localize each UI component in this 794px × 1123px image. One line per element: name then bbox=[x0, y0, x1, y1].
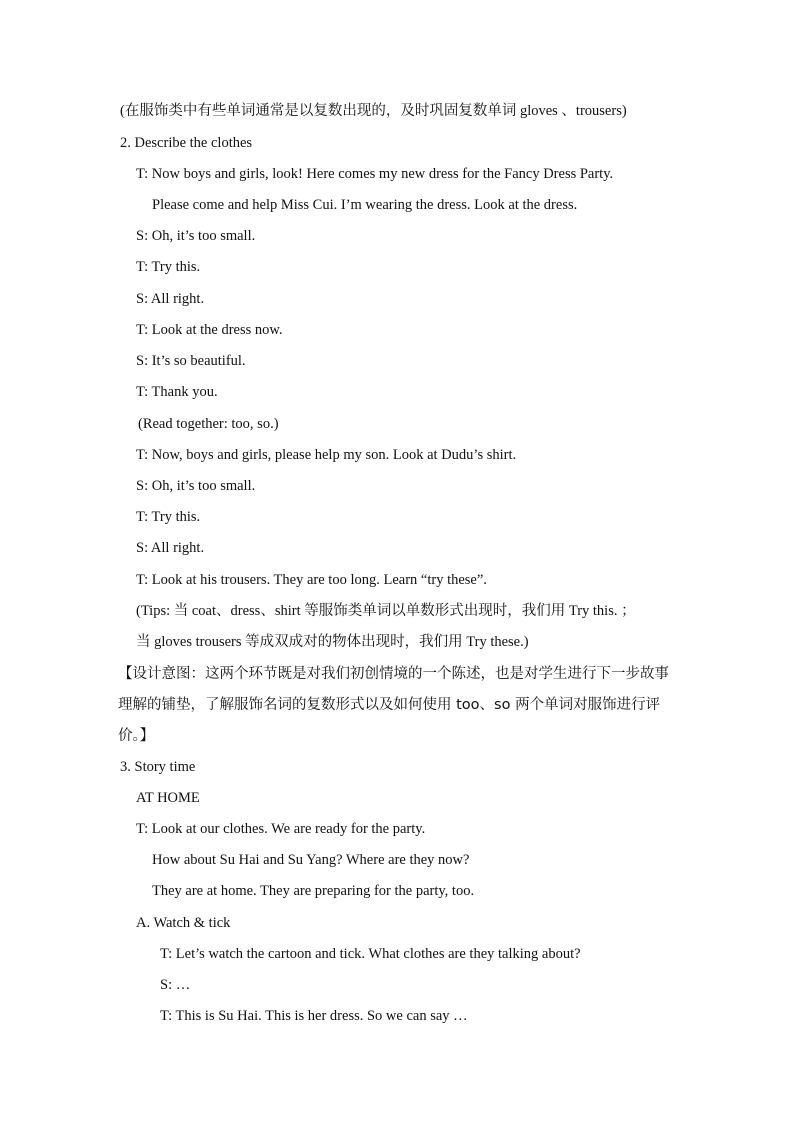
read-together-note: (Read together: too, so.) bbox=[138, 416, 279, 432]
dialogue-line: T: Look at our clothes. We are ready for the party. bbox=[136, 821, 426, 837]
dialogue-line: T: Thank you. bbox=[136, 384, 218, 400]
dialogue-line: S: Oh, it’s too small. bbox=[136, 478, 256, 494]
dialogue-line: T: This is Su Hai. This is her dress. So we can say … bbox=[160, 1008, 468, 1024]
dialogue-line: T: Now, boys and girls, please help my son. Look at Dudu’s shirt. bbox=[136, 447, 517, 463]
tips-line: 当 gloves trousers 等成双成对的物体出现时，我们用 Try these.) bbox=[136, 634, 529, 650]
dialogue-line: T: Try this. bbox=[136, 509, 201, 525]
plural-note: (在服饰类中有些单词通常是以复数出现的，及时巩固复数单词 gloves 、trousers) bbox=[120, 103, 627, 119]
activity-heading: A. Watch & tick bbox=[136, 915, 231, 931]
section-heading-story: 3. Story time bbox=[120, 759, 196, 775]
tips-line: (Tips: 当 coat、dress、shirt 等服饰类单词以单数形式出现时，我们用 Try this. ； bbox=[136, 603, 636, 619]
dialogue-line: S: … bbox=[160, 977, 191, 993]
section-heading-describe: 2. Describe the clothes bbox=[120, 135, 253, 151]
story-title: AT HOME bbox=[136, 790, 200, 806]
dialogue-line: Please come and help Miss Cui. I’m wearing the dress. Look at the dress. bbox=[152, 197, 578, 213]
dialogue-line: S: All right. bbox=[136, 291, 205, 307]
dialogue-line: T: Let’s watch the cartoon and tick. What clothes are they talking about? bbox=[160, 946, 581, 962]
dialogue-line: T: Look at the dress now. bbox=[136, 322, 283, 338]
dialogue-line: How about Su Hai and Su Yang? Where are they now? bbox=[152, 852, 470, 868]
dialogue-line: They are at home. They are preparing for the party, too. bbox=[152, 883, 475, 899]
dialogue-line: T: Look at his trousers. They are too long. Learn “try these”. bbox=[136, 572, 487, 588]
design-intent-note: 【设计意图：这两个环节既是对我们初创情境的一个陈述，也是对学生进行下一步故事理解的铺垫，了解服饰名词的复数形式以及如何使用 too、so 两个单词对服饰进行评价。】 bbox=[118, 666, 669, 744]
dialogue-line: S: Oh, it’s too small. bbox=[136, 228, 256, 244]
dialogue-line: S: All right. bbox=[136, 540, 205, 556]
dialogue-line: T: Now boys and girls, look! Here comes my new dress for the Fancy Dress Party. bbox=[136, 166, 614, 182]
dialogue-line: S: It’s so beautiful. bbox=[136, 353, 246, 369]
dialogue-line: T: Try this. bbox=[136, 259, 201, 275]
